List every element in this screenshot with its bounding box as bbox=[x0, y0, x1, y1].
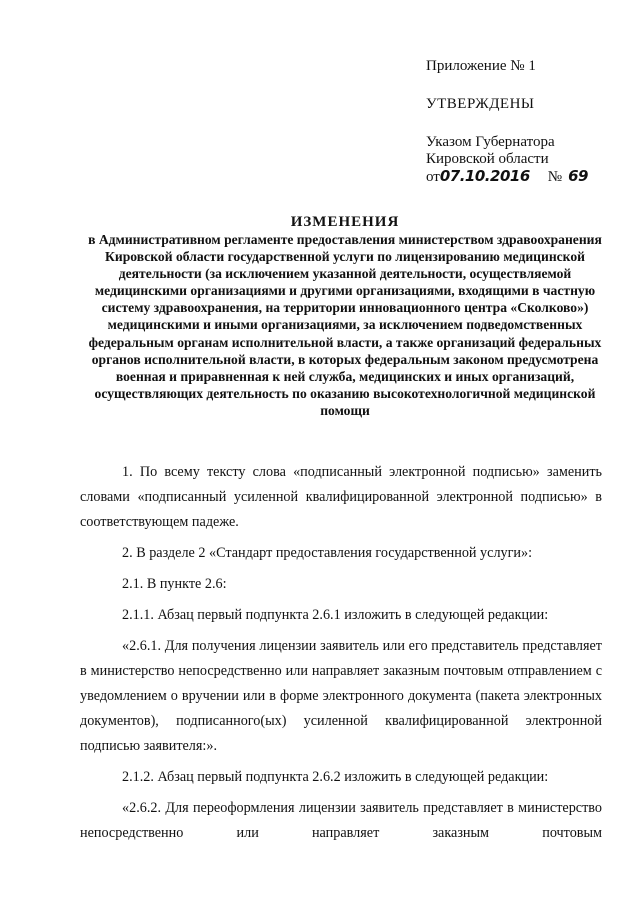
document-body bbox=[80, 460, 602, 852]
paragraph-3: 2.1. В пункте 2.6: bbox=[122, 576, 227, 592]
handwritten-date: 07.10.2016 bbox=[439, 167, 530, 185]
document-subtitle: в Административном регламенте предоставления министерством здравоохранения Кировской области государственной услуги по лицензированию медицинской деятельности (за исключением указанной деятельности, осуществляемой медицинскими организациями и другими организациями, входящими в частную систему здравоохранения, на территории инновационного центра «Сколково») медицинскими и иными организациями, за исключением подведомственных федеральным органам исполнительной власти, а также организаций федеральных органов исполнительной власти, в которых федеральным законом предусмотрена военная и приравненная к ней служба, медицинских и иных организаций, осуществляющих деятельность по оказанию высокотехнологичной медицинской помощи bbox=[88, 232, 602, 418]
paragraph-2: 2. В разделе 2 «Стандарт предоставления государственной услуги»: bbox=[122, 545, 533, 561]
appendix-label: Приложение № 1 bbox=[426, 58, 536, 74]
number-label: № bbox=[547, 169, 563, 185]
paragraph-6: 2.1.2. Абзац первый подпункта 2.6.2 изложить в следующей редакции: bbox=[122, 769, 549, 785]
paragraph-4: 2.1.1. Абзац первый подпункта 2.6.1 изложить в следующей редакции: bbox=[122, 607, 549, 623]
document-title: ИЗМЕНЕНИЯ bbox=[290, 214, 400, 230]
approved-label: УТВЕРЖДЕНЫ bbox=[426, 96, 535, 112]
date-prefix: от bbox=[426, 169, 440, 185]
decree-label: Указом Губернатора bbox=[426, 134, 555, 150]
region-label: Кировской области bbox=[426, 151, 549, 167]
document-title-block bbox=[80, 213, 610, 419]
date-number-line bbox=[426, 168, 626, 186]
paragraph-5: «2.6.1. Для получения лицензии заявитель или его представитель представляет в министерство непосредственно или направляет заказным почтовым отправлением с уведомлением о вручении или в форме электронного документа (пакета электронных документов), подписанного(ых) усиленной квалифицированной электронной подписью заявителя:». bbox=[80, 638, 602, 754]
paragraph-7: «2.6.2. Для переоформления лицензии заявитель представляет в министерство непосредственно или направляет заказным почтовым bbox=[80, 800, 602, 841]
approval-stamp bbox=[426, 58, 626, 186]
handwritten-number: 69 bbox=[568, 167, 588, 185]
paragraph-1: 1. По всему тексту слова «подписанный электронной подписью» заменить словами «подписанный усиленной квалифицированной электронной подписью» в соответствующем падеже. bbox=[80, 464, 602, 530]
